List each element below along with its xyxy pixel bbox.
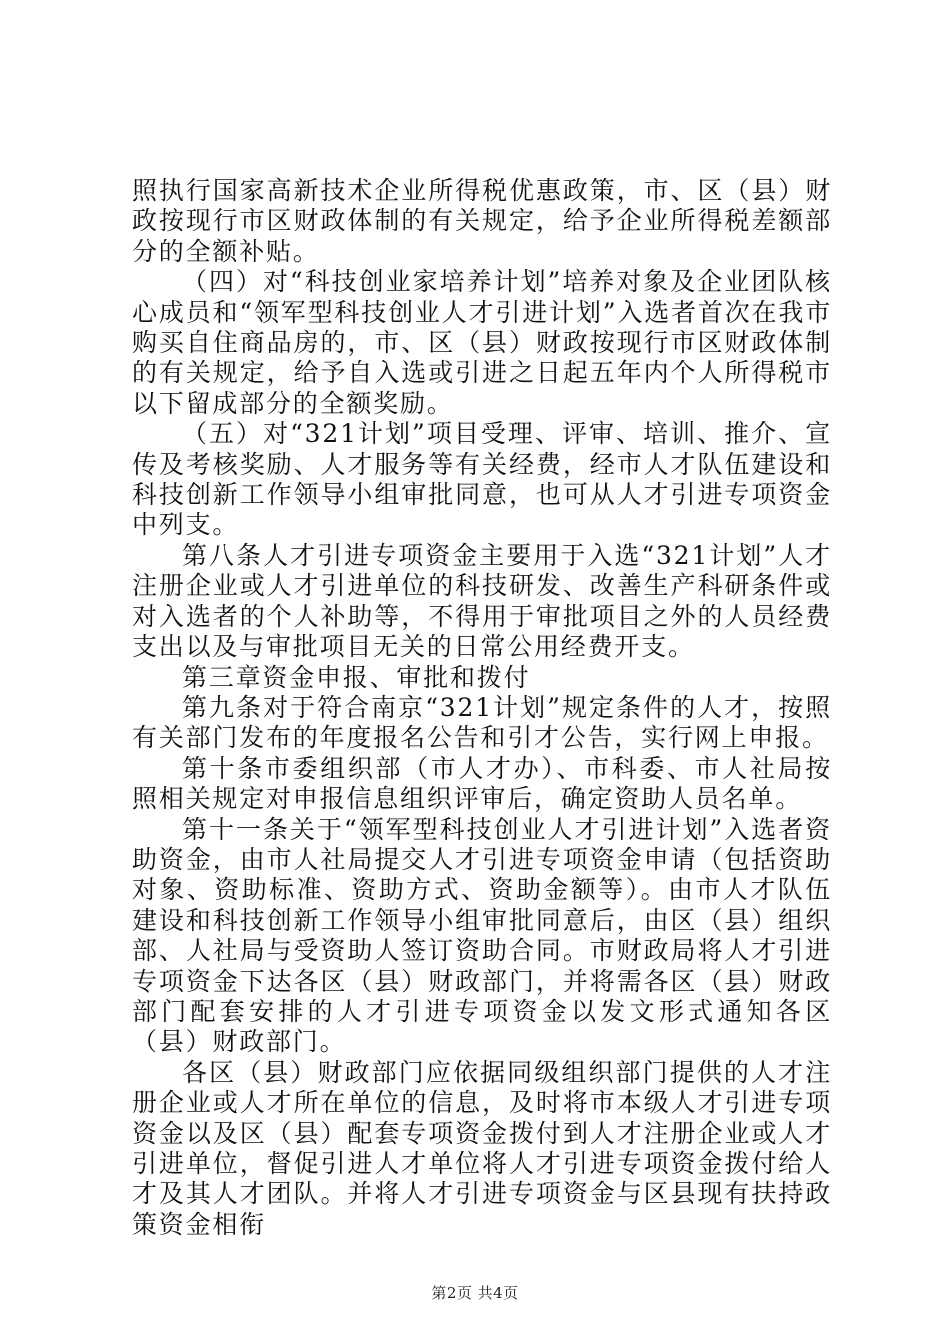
paragraph-item-4: （四）对“科技创业家培养计划”培养对象及企业团队核心成员和“领军型科技创业人才引进计划”入选者首次在我市购买自住商品房的，市、区（县）财政按现行市区财政体制的有关规定，给予自入选或引进之日起五年内个人所得税市以下留成部分的全额奖励。: [132, 267, 832, 418]
chapter-heading: 第三章资金申报、审批和拨付: [182, 662, 531, 692]
paragraph-item-5: （五）对“321计划”项目受理、评审、培训、推介、宣传及考核奖励、人才服务等有关经费，经市人才队伍建设和科技创新工作领导小组审批同意，也可从人才引进专项资金中列支。: [132, 419, 832, 540]
paragraph-continued: 照执行国家高新技术企业所得税优惠政策，市、区（县）财政按现行市区财政体制的有关规定，给予企业所得税差额部分的全额补贴。: [132, 176, 832, 266]
paragraph-article-11: 第十一条关于“领军型科技创业人才引进计划”入选者资助资金，由市人社局提交人才引进专项资金申请（包括资助对象、资助标准、资助方式、资助金额等）。由市人才队伍建设和科技创新工作领导小组审批同意后，由区（县）组织部、人社局与受资助人签订资助合同。市财政局将人才引进专项资金下达各区（县）财政部门，并将需各区（县）财政部门配套安排的人才引进专项资金以发文形式通知各区（县）财政部门。: [132, 814, 832, 1057]
paragraph-article-9: 第九条对于符合南京“321计划”规定条件的人才，按照有关部门发布的年度报名公告和引才公告，实行网上申报。: [132, 692, 832, 753]
paragraph-article-10: 第十条市委组织部（市人才办）、市科委、市人社局按照相关规定对申报信息组织评审后，确定资助人员名单。: [132, 753, 832, 814]
document-body: [132, 176, 832, 1240]
paragraph-district-finance: 各区（县）财政部门应依据同级组织部门提供的人才注册企业或人才所在单位的信息，及时将市本级人才引进专项资金以及区（县）配套专项资金拨付到人才注册企业或人才引进单位，督促引进人才单位将人才引进专项资金拨付给人才及其人才团队。并将人才引进专项资金与区县现有扶持政策资金相衔: [132, 1057, 832, 1239]
page-number-footer: 第2页 共4页: [431, 1284, 519, 1302]
paragraph-article-8: 第八条人才引进专项资金主要用于入选“321计划”人才注册企业或人才引进单位的科技研发、改善生产科研条件或对入选者的个人补助等，不得用于审批项目之外的人员经费支出以及与审批项目无关的日常公用经费开支。: [132, 540, 832, 662]
